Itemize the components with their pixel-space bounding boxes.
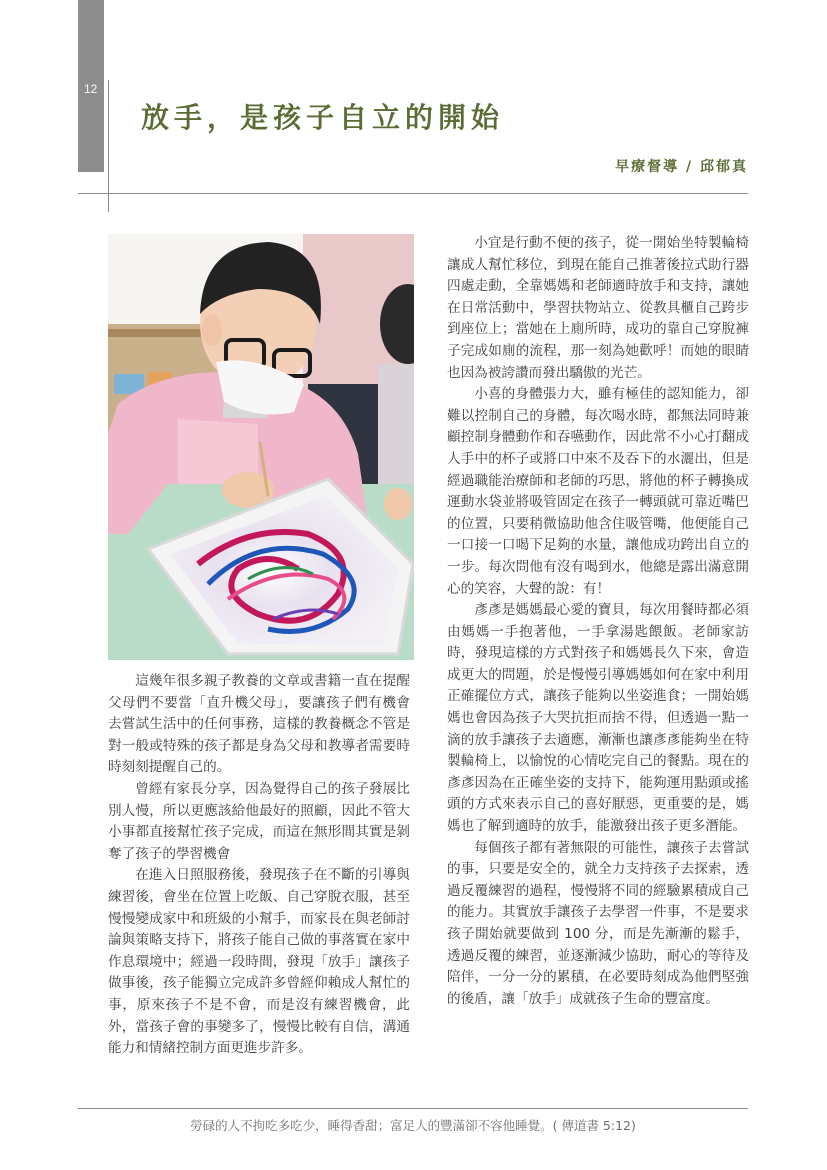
right-column xyxy=(447,233,749,1010)
paragraph: 曾經有家長分享，因為覺得自己的孩子發展比別人慢，所以更應該給他最好的照顧，因此不管大小事都直接幫忙孩子完成，而這在無形間其實是剝奪了孩子的學習機會 xyxy=(108,780,410,862)
paragraph: 彥彥是媽媽最心愛的寶貝，每次用餐時都必須由媽媽一手抱著他，一手拿湯匙餵飯。老師家訪時，發現這樣的方式對孩子和媽媽長久下來，會造成更大的問題，於是慢慢引導媽媽如何在家中利用正確擺位方式，讓孩子能夠以坐姿進食；一開始媽媽也會因為孩子大哭抗拒而捨不得，但透過一點一滴的放手讓孩子去適應，漸漸也讓彥彥能夠坐在特製輪椅上，以愉悅的心情吃完自己的餐點。現在的彥彥因為在正確坐姿的支持下，能夠運用點頭或搖頭的方式來表示自己的喜好厭惡，更重要的是，媽媽也了解到適時的放手，能激發出孩子更多潛能。 xyxy=(447,602,749,835)
article-byline: 早療督導 / 邱郁真 xyxy=(615,159,748,175)
article-photo xyxy=(108,234,414,660)
page-number: 12 xyxy=(84,82,98,96)
paragraph: 小喜的身體張力大，雖有極佳的認知能力，卻難以控制自己的身體，每次喝水時，都無法同時兼顧控制身體動作和吞嚥動作，因此常不小心打翻成人手中的杯子或將口中來不及吞下的水灑出，但是經過職能治療師和老師的巧思，將他的杯子轉換成運動水袋並將吸管固定在孩子一轉頭就可靠近嘴巴的位置，只要稍微協助他含住吸管嘴，他便能自己一口接一口喝下足夠的水量，讓他成功跨出自立的一步。每次問他有沒有喝到水，他總是露出滿意開心的笑容，大聲的說：有！ xyxy=(447,386,749,597)
paragraph: 這幾年很多親子教養的文章或書籍一直在提醒父母們不要當「直升機父母」，要讓孩子們有機會去嘗試生活中的任何事務，這樣的教養概念不管是對一般或特殊的孩子都是身為父母和教導者需要時時刻刻提醒自己的。 xyxy=(108,673,410,776)
header-divider xyxy=(78,193,748,194)
paragraph: 在進入日照服務後，發現孩子在不斷的引導與練習後，會坐在位置上吃飯、自己穿脫衣服，甚至慢慢變成家中和班級的小幫手，而家長在與老師討論與策略支持下，將孩子能自己做的事落實在家中作息環境中；經過一段時間，發現「放手」讓孩子做事後，孩子能獨立完成許多曾經仰賴成人幫忙的事，原來孩子不是不會，而是沒有練習機會，此外，當孩子會的事變多了，慢慢比較有自信，溝通能力和情緒控制方面更進步許多。 xyxy=(108,867,410,1057)
paragraph: 小宜是行動不便的孩子，從一開始坐特製輪椅讓成人幫忙移位，到現在能自己推著後拉式助行器四處走動，全靠媽媽和老師適時放手和支持，讓她在日常活動中，學習扶物站立、從教具櫃自己跨步到座位上；當她在上廁所時，成功的靠自己穿脫褲子完成如廁的流程，那一刻為她歡呼！而她的眼睛也因為被誇讚而發出驕傲的光芒。 xyxy=(447,235,749,381)
footer-quote: 勞碌的人不拘吃多吃少，睡得香甜；富足人的豐滿卻不容他睡覺。( 傳道書 5:12) xyxy=(190,1118,636,1133)
footer-divider xyxy=(78,1108,748,1109)
left-column xyxy=(108,671,410,1060)
article-title: 放手，是孩子自立的開始 xyxy=(141,101,505,134)
paragraph: 每個孩子都有著無限的可能性，讓孩子去嘗試的事，只要是安全的，就全力支持孩子去探索，透過反覆練習的過程，慢慢將不同的經驗累積成自己的能力。其實放手讓孩子去學習一件事，不是要求孩子開始就要做到 100 分，而是先漸漸的鬆手，透過反覆的練習，並逐漸減少協助，耐心的等待及陪伴，一分一分的累積，在必要時刻成為他們堅強的後盾，讓「放手」成就孩子生命的豐富度。 xyxy=(447,839,749,1007)
